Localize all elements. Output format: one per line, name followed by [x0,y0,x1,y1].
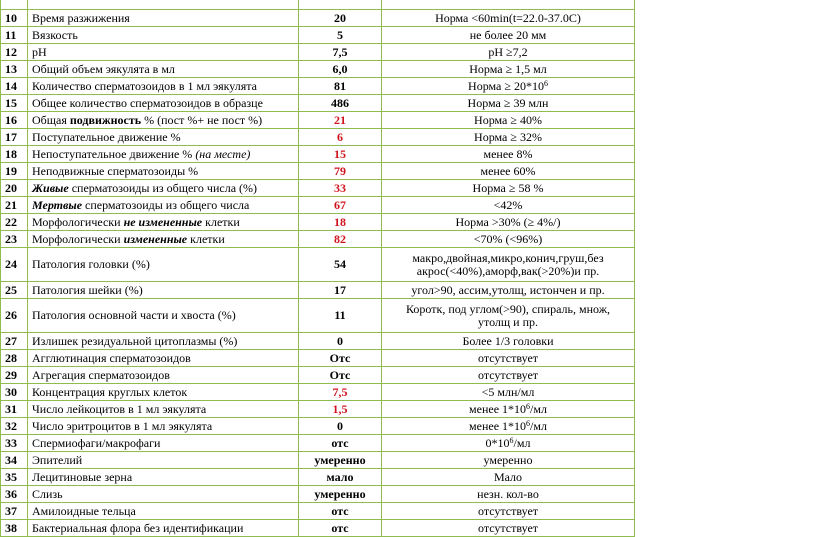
parameter-name: Морфологически измененные клетки [28,231,299,248]
row-number: 34 [1,452,28,469]
table-row [1,248,635,282]
row-number: 26 [1,299,28,333]
reference-norm: Коротк, под углом(>90), спираль, множ, утолщ и пр. [382,299,635,333]
result-value: 486 [299,95,382,112]
parameter-name: Поступательное движение % [28,129,299,146]
result-value: 21 [299,112,382,129]
parameter-name: Время разжижения [28,10,299,27]
row-number: 27 [1,333,28,350]
result-value: 5 [299,27,382,44]
row-number: 18 [1,146,28,163]
table-row [1,163,635,180]
result-value: 82 [299,231,382,248]
result-value: 81 [299,78,382,95]
parameter-name: Морфологически не измененные клетки [28,214,299,231]
reference-norm: не более 20 мм [382,27,635,44]
table-row [1,333,635,350]
row-number: 10 [1,10,28,27]
table-body [1,0,635,537]
parameter-name: Спермиофаги/макрофаги [28,435,299,452]
reference-norm: pH ≥7,2 [382,44,635,61]
reference-norm: $0*10^6/мл$ [382,435,635,452]
result-value: мало [299,469,382,486]
parameter-name: Общее количество сперматозоидов в образце [28,95,299,112]
row-number: 37 [1,503,28,520]
table-row [1,486,635,503]
result-value: умеренно [299,452,382,469]
reference-norm: угол>90, ассим,утолщ, истончен и пр. [382,282,635,299]
result-value: 20 [299,10,382,27]
table-row [1,10,635,27]
parameter-name: Число эритроцитов в 1 мл эякулята [28,418,299,435]
parameter-name: Патология основной части и хвоста (%) [28,299,299,333]
reference-norm: менее $1*10^6/мл$ [382,401,635,418]
parameter-name: Излишек резидуальной цитоплазмы (%) [28,333,299,350]
result-value: 1,5 [299,401,382,418]
result-value: 18 [299,214,382,231]
result-value: 17 [299,282,382,299]
table-row [1,61,635,78]
table-row [1,503,635,520]
row-number: 13 [1,61,28,78]
reference-norm: Более 1/3 головки [382,333,635,350]
reference-norm: менее 60% [382,163,635,180]
result-value: 11 [299,299,382,333]
parameter-name: Слизь [28,486,299,503]
parameter-name: Бактериальная флора без идентификации [28,520,299,537]
row-number: 15 [1,95,28,112]
table-row [1,350,635,367]
clipped-top-row [1,0,635,10]
parameter-name: Амилоидные тельца [28,503,299,520]
result-value: 6,0 [299,61,382,78]
row-number: 25 [1,282,28,299]
result-value: Отс [299,367,382,384]
row-number: 19 [1,163,28,180]
table-row [1,452,635,469]
row-number: 22 [1,214,28,231]
reference-norm: <42% [382,197,635,214]
reference-norm: Норма >30% (≥ 4%/) [382,214,635,231]
parameter-name: Агрегация сперматозоидов [28,367,299,384]
reference-norm: Норма ≥ $20*10^6$ [382,78,635,95]
table-row [1,367,635,384]
row-number: 35 [1,469,28,486]
table-row [1,129,635,146]
row-number: 11 [1,27,28,44]
reference-norm: <70% (<96%) [382,231,635,248]
table-row [1,197,635,214]
row-number: 16 [1,112,28,129]
parameter-name: Общая подвижность % (пост %+ не пост %) [28,112,299,129]
reference-norm: <5 млн/мл [382,384,635,401]
reference-norm: отсутствует [382,367,635,384]
table-row [1,299,635,333]
reference-norm: Норма ≥ 39 млн [382,95,635,112]
result-value: умеренно [299,486,382,503]
table-row [1,27,635,44]
reference-norm: Норма ≥ 40% [382,112,635,129]
table-row [1,401,635,418]
row-number: 32 [1,418,28,435]
row-number: 14 [1,78,28,95]
table-row [1,231,635,248]
row-number: 36 [1,486,28,503]
row-number: 23 [1,231,28,248]
result-value: 67 [299,197,382,214]
parameter-name: Число лейкоцитов в 1 мл эякулята [28,401,299,418]
row-number: 29 [1,367,28,384]
reference-norm: Норма ≥ 32% [382,129,635,146]
parameter-name: Мертвые сперматозоиды из общего числа [28,197,299,214]
table-row [1,146,635,163]
result-value: отс [299,503,382,520]
result-value: 79 [299,163,382,180]
row-number: 12 [1,44,28,61]
result-value: Отс [299,350,382,367]
result-value: 7,5 [299,384,382,401]
parameter-name: Непоступательное движение % (на месте) [28,146,299,163]
reference-norm: макро,двойная,микро,конич,груш,без акрос(<40%),аморф,вак(>20%)и пр. [382,248,635,282]
reference-norm: менее $1*10^6/мл$ [382,418,635,435]
table-row [1,282,635,299]
reference-norm: отсутствует [382,350,635,367]
table-row [1,112,635,129]
parameter-name: Вязкость [28,27,299,44]
result-value: 15 [299,146,382,163]
reference-norm: незн. кол-во [382,486,635,503]
result-value: 54 [299,248,382,282]
reference-norm: отсутствует [382,520,635,537]
row-number: 20 [1,180,28,197]
reference-norm: Норма ≥ 1,5 мл [382,61,635,78]
table-row [1,95,635,112]
result-value: 7,5 [299,44,382,61]
table-row [1,520,635,537]
parameter-name: pH [28,44,299,61]
table-row [1,44,635,61]
parameter-name: Живые сперматозоиды из общего числа (%) [28,180,299,197]
table-row [1,214,635,231]
parameter-name: Общий объем эякулята в мл [28,61,299,78]
reference-norm: менее 8% [382,146,635,163]
table-row [1,469,635,486]
row-number: 30 [1,384,28,401]
table-row [1,418,635,435]
result-value: 6 [299,129,382,146]
result-value: 33 [299,180,382,197]
row-number: 17 [1,129,28,146]
table-row [1,384,635,401]
result-value: отс [299,435,382,452]
parameter-name: Патология головки (%) [28,248,299,282]
row-number: 31 [1,401,28,418]
result-value: 0 [299,418,382,435]
parameter-name: Эпителий [28,452,299,469]
parameter-name: Патология шейки (%) [28,282,299,299]
reference-norm: Норма <60min(t=22.0-37.0C) [382,10,635,27]
parameter-name: Лецитиновые зерна [28,469,299,486]
parameter-name: Агглютинация сперматозоидов [28,350,299,367]
row-number: 28 [1,350,28,367]
result-value: 0 [299,333,382,350]
result-value: отс [299,520,382,537]
row-number: 33 [1,435,28,452]
table-row [1,180,635,197]
row-number: 38 [1,520,28,537]
row-number: 21 [1,197,28,214]
parameter-name: Неподвижные сперматозоиды % [28,163,299,180]
parameter-name: Концентрация круглых клеток [28,384,299,401]
parameter-name: Количество сперматозоидов в 1 мл эякулята [28,78,299,95]
row-number: 24 [1,248,28,282]
table-row [1,78,635,95]
reference-norm: Мало [382,469,635,486]
reference-norm: отсутствует [382,503,635,520]
table-row [1,435,635,452]
reference-norm: умеренно [382,452,635,469]
reference-norm: Норма ≥ 58 % [382,180,635,197]
